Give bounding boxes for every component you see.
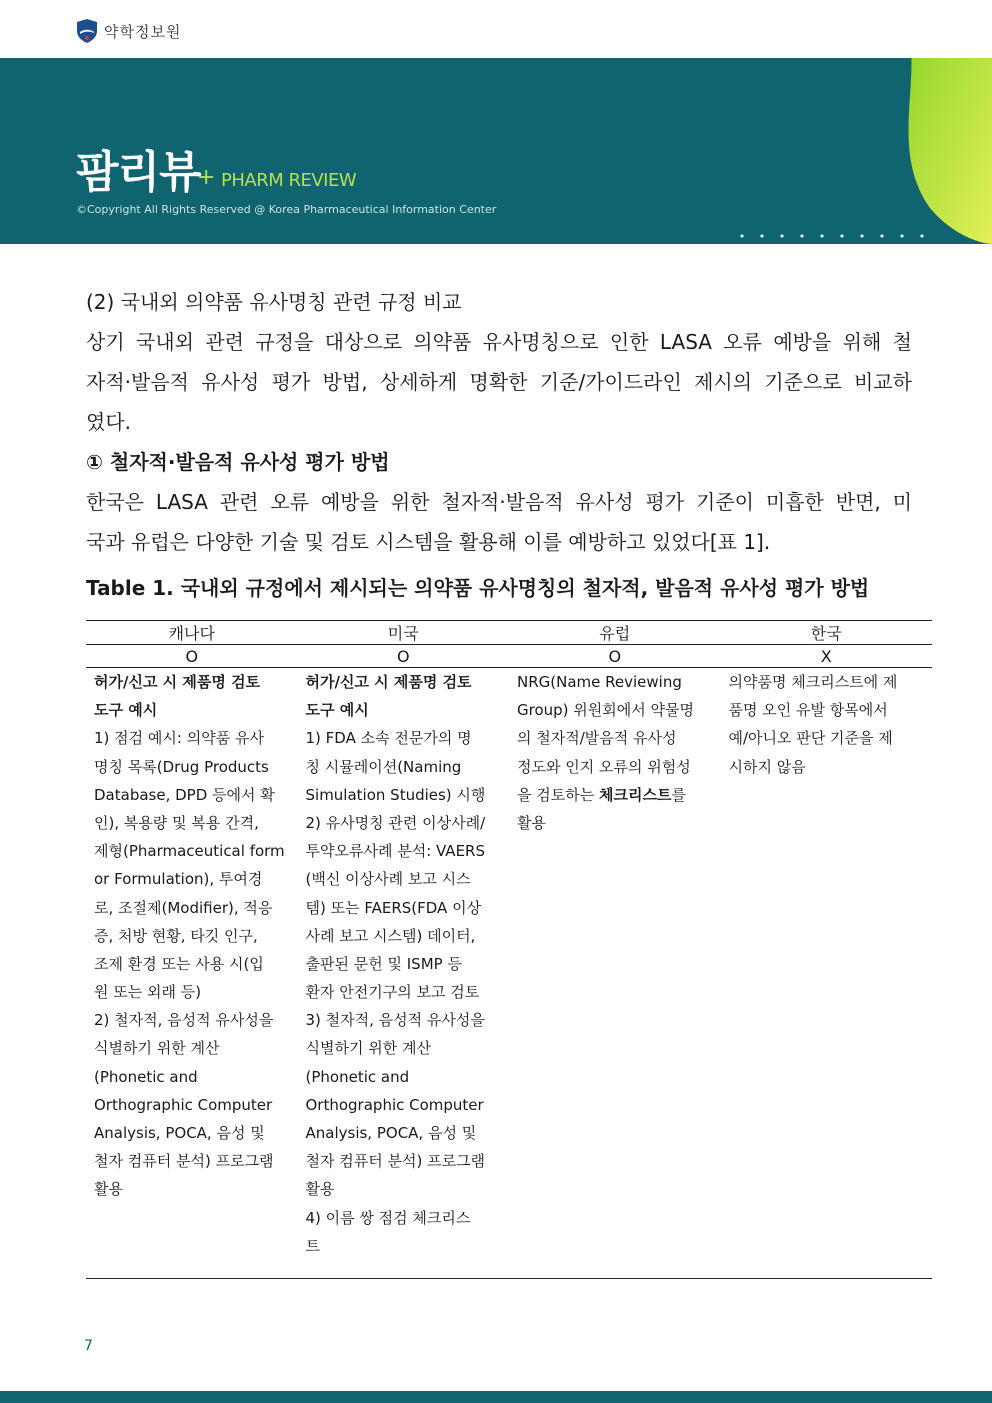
paragraph-line: 한국은 LASA 관련 오류 예방을 위한 철자적·발음적 유사성 평가 기준이 미흡한 반면, 미 [86, 490, 912, 514]
copyright-notice: ©Copyright All Rights Reserved @ Korea Pharmaceutical Information Center [76, 203, 497, 216]
cell-text: 를 [671, 785, 686, 804]
footer-bar [0, 1391, 992, 1403]
paragraph-line: 자적·발음적 유사성 평가 방법, 상세하게 명확한 기준/가이드라인 제시의 기준으로 비교하 [86, 370, 912, 394]
cell-line: 트 [305, 1236, 320, 1255]
cell-line: 칭 시뮬레이션(Naming [305, 757, 462, 776]
cell-line: Orthographic Computer [94, 1095, 273, 1114]
top-header [0, 0, 992, 60]
page-number: 7 [84, 1338, 93, 1354]
cell-line: Analysis, POCA, 음성 및 [305, 1124, 477, 1142]
cell-line: 허가/신고 시 제품명 검토 [305, 673, 472, 691]
cell-line: 제형(Pharmaceutical form [94, 842, 285, 861]
cell-line: Analysis, POCA, 음성 및 [94, 1124, 265, 1142]
cell-line: 예/아니오 판단 기준을 제 [728, 729, 893, 748]
cell-line: 1) FDA 소속 전문가의 명 [305, 729, 472, 748]
cell-line: 의약품명 체크리스트에 제 [728, 673, 898, 691]
cell-line: 정도와 인지 오류의 위험성 [517, 757, 691, 776]
cell-line: (Phonetic and [94, 1067, 198, 1086]
comparison-table [86, 620, 932, 1279]
cell-line: 의 철자적/발음적 유사성 [517, 729, 677, 748]
cell-usa [298, 668, 510, 1279]
cell-line: 환자 안전기구의 보고 검토 [305, 983, 480, 1002]
cell-line: 허가/신고 시 제품명 검토 [94, 673, 261, 691]
cell-line: 도구 예시 [94, 701, 158, 720]
cell-line: Database, DPD 등에서 확 [94, 785, 275, 804]
cell-line: 철자 컴퓨터 분석) 프로그램 [305, 1152, 486, 1171]
cell-line: 철자 컴퓨터 분석) 프로그램 [94, 1152, 274, 1171]
cell-line: 증, 처방 현황, 타깃 인구, [94, 926, 258, 945]
org-name: 약학정보원 [104, 22, 182, 41]
shield-logo-icon [76, 18, 98, 44]
cell-line: 2) 유사명칭 관련 이상사례/ [305, 813, 486, 832]
cell-line: 시하지 않음 [728, 757, 806, 776]
cell-line: 1) 점검 예시: 의약품 유사 [94, 729, 264, 748]
brand-title: 팜리뷰 [76, 147, 201, 198]
cell-line: or Formulation), 투여경 [94, 870, 263, 889]
mark-usa: O [298, 645, 510, 668]
cell-line: (백신 이상사례 보고 시스 [305, 870, 471, 889]
header-usa: 미국 [298, 621, 510, 645]
cell-line [517, 781, 715, 809]
cell-line: 활용 [94, 1180, 123, 1199]
cell-europe [509, 668, 721, 1279]
cell-line: 템) 또는 FAERS(FDA 이상 [305, 898, 482, 917]
brand-subtitle: PHARM REVIEW [221, 170, 357, 191]
cell-line: 도구 예시 [305, 701, 369, 720]
cell-line: (Phonetic and [305, 1067, 410, 1086]
decorative-dot-grid [734, 222, 934, 244]
table-title: Table 1. 국내외 규정에서 제시되는 의약품 유사명칭의 철자적, 발음적 유사성 평가 방법 [86, 576, 870, 600]
cell-line: 활용 [517, 813, 546, 832]
article-body [86, 282, 912, 562]
table-header-row [86, 621, 932, 645]
header-canada: 캐나다 [86, 621, 298, 645]
cell-line: 활용 [305, 1180, 335, 1199]
mark-korea: X [721, 645, 933, 668]
cell-line: 명칭 목록(Drug Products [94, 757, 269, 776]
section-heading: (2) 국내외 의약품 유사명칭 관련 규정 비교 [86, 290, 462, 314]
brand-plus: + [197, 165, 216, 190]
cell-line: 4) 이름 쌍 점검 체크리스 [305, 1208, 471, 1227]
cell-line: 3) 철자적, 음성적 유사성을 [305, 1011, 485, 1030]
cell-line: NRG(Name Reviewing [517, 673, 682, 691]
paragraph-line: 상기 국내외 관련 규정을 대상으로 의약품 유사명칭으로 인한 LASA 오류 예방을 위해 철 [86, 330, 912, 354]
mark-europe: O [509, 645, 721, 668]
cell-line: 원 또는 외래 등) [94, 983, 202, 1002]
mark-canada: O [86, 645, 298, 668]
cell-line: 인), 복용량 및 복용 간격, [94, 813, 259, 832]
cell-line: Orthographic Computer [305, 1095, 484, 1114]
cell-line: 식별하기 위한 계산 [305, 1039, 431, 1058]
cell-korea [721, 668, 933, 1279]
cell-line: 사례 보고 시스템) 데이터, [305, 926, 476, 945]
header-europe: 유럽 [509, 621, 721, 645]
org-logo [76, 18, 181, 44]
cell-line: 로, 조절제(Modifier), 적응 [94, 898, 273, 917]
header-korea: 한국 [721, 621, 933, 645]
dot-grid-icon [734, 222, 934, 244]
cell-line: 2) 철자적, 음성적 유사성을 [94, 1011, 274, 1030]
cell-line: Group) 위원회에서 약물명 [517, 701, 694, 720]
paragraph-line: 국과 유럽은 다양한 기술 및 검토 시스템을 활용해 이를 예방하고 있었다[표 1]. [86, 530, 771, 554]
cell-line: 출판된 문헌 및 ISMP 등 [305, 954, 462, 973]
table-mark-row [86, 645, 932, 668]
cell-line: 조제 환경 또는 사용 시(입 [94, 954, 264, 973]
cell-canada [86, 668, 298, 1279]
cell-line: 식별하기 위한 계산 [94, 1039, 220, 1058]
cell-line: Simulation Studies) 시행 [305, 785, 486, 804]
cell-line: 투약오류사례 분석: VAERS [305, 842, 485, 861]
sub-heading: ① 철자적·발음적 유사성 평가 방법 [86, 450, 390, 474]
checklist-emphasis: 체크리스트 [599, 785, 672, 804]
cell-line: 품명 오인 유발 항목에서 [728, 701, 888, 720]
cell-text: 을 검토하는 [517, 785, 599, 804]
paragraph-line: 였다. [86, 410, 131, 434]
table-row [86, 668, 932, 1279]
